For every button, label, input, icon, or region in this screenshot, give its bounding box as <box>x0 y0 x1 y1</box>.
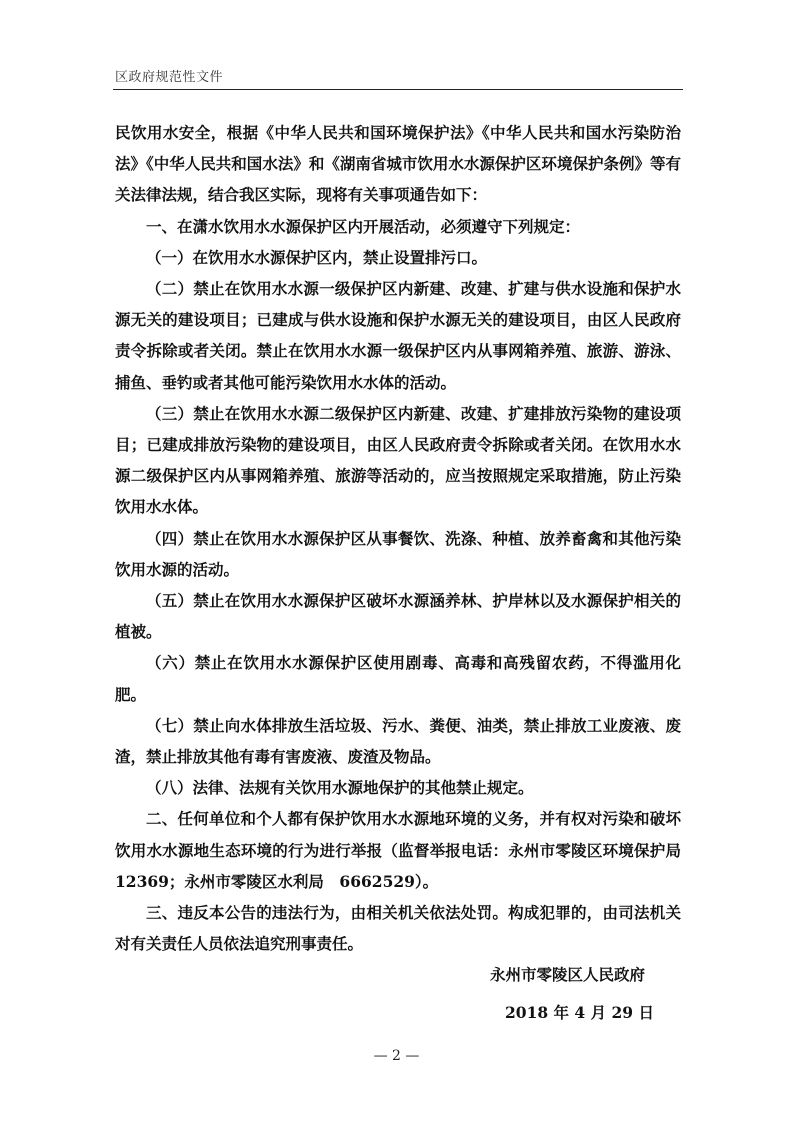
page-number: — 2 — <box>373 1048 420 1064</box>
paragraph-rule-7: （七）禁止向水体排放生活垃圾、污水、粪便、油类，禁止排放工业废液、废渣，禁止排放其他有毒有害废液、废渣及物品。 <box>115 715 681 767</box>
paragraph-rule-6: （六）禁止在饮用水水源保护区使用剧毒、高毒和高残留农药，不得滥用化肥。 <box>115 653 681 704</box>
issue-date: 2018 年 4 月 29 日 <box>505 1003 654 1022</box>
paragraph-continuation: 民饮用水安全，根据《中华人民共和国环境保护法》《中华人民共和国水污染防治法》《中华人民共和国水法》和《湖南省城市饮用水水源保护区环境保护条例》等有关法律法规，结合我区实际，现将有关事项通告如下： <box>115 123 681 205</box>
document-body <box>115 117 681 959</box>
paragraph-section-3: 三、违反本公告的违法行为，由相关机关依法处罚。构成犯罪的，由司法机关对有关责任人员依法追究刑事责任。 <box>115 903 681 954</box>
paragraph-rule-3: （三）禁止在饮用水水源二级保护区内新建、改建、扩建排放污染物的建设项目；已建成排放污染物的建设项目，由区人民政府责令拆除或者关闭。在饮用水水源二级保护区内从事网箱养殖、旅游等活动的，应当按照规定采取措施，防止污染饮用水水体。 <box>115 403 681 517</box>
paragraph-section-2: 二、任何单位和个人都有保护饮用水水源地环境的义务，并有权对污染和破坏饮用水水源地生态环境的行为进行举报（监督举报电话：永州市零陵区环境保护局 12369；永州市零陵区水利局 6662529）。 <box>115 809 681 891</box>
issuing-authority: 永州市零陵区人民政府 <box>490 965 646 984</box>
paragraph-section-1: 一、在潇水饮用水水源保护区内开展活动，必须遵守下列规定： <box>146 216 581 236</box>
paragraph-rule-4: （四）禁止在饮用水水源保护区从事餐饮、洗涤、种植、放养畜禽和其他污染饮用水源的活动。 <box>115 528 681 579</box>
document-header: 区政府规范性文件 <box>115 70 224 85</box>
paragraph-rule-2: （二）禁止在饮用水水源一级保护区内新建、改建、扩建与供水设施和保护水源无关的建设项目；已建成与供水设施和保护水源无关的建设项目，由区人民政府责令拆除或者关闭。禁止在饮用水水源一级保护区内从事网箱养殖、旅游、游泳、捕鱼、垂钓或者其他可能污染饮用水水体的活动。 <box>115 279 681 392</box>
paragraph-rule-8: （八）法律、法规有关饮用水源地保护的其他禁止规定。 <box>146 778 534 798</box>
signature-block <box>440 956 680 1032</box>
header-divider <box>113 89 683 90</box>
paragraph-rule-1: （一）在饮用水水源保护区内，禁止设置排污口。 <box>146 247 488 267</box>
paragraph-rule-5: （五）禁止在饮用水水源保护区破坏水源涵养林、护岸林以及水源保护相关的植被。 <box>115 591 681 642</box>
